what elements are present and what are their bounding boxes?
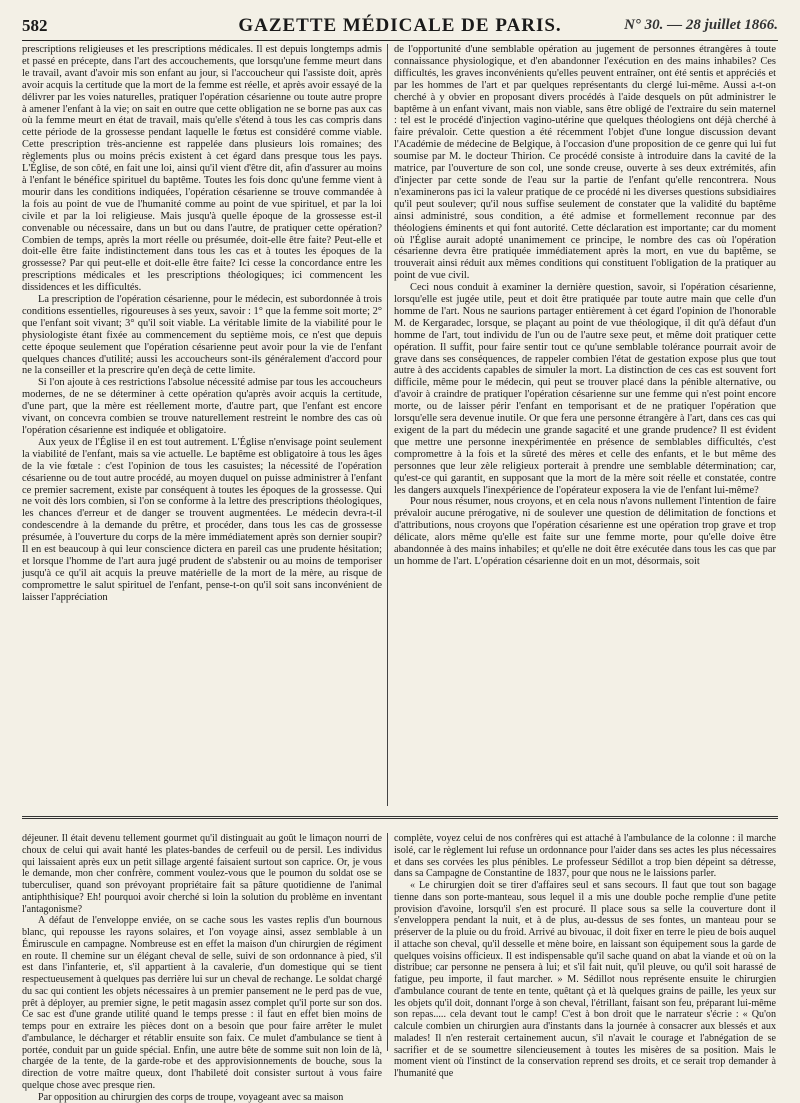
issue-date: N° 30. — 28 juillet 1866. — [624, 17, 778, 34]
paragraph: prescriptions religieuses et les prescriptions médicales. Il est depuis longtemps admis et passé en précepte, dans l'art des accouchements, que lorsqu'une femme meurt dans le travail, avant d'avoir mis son enfant au jour, si l'accoucheur qui l'assiste doit, après avoir acquis la certitude que la mort de la femme est réelle, et après avoir essayé de la délivrer par les voies naturelles, pratiquer l'opération césarienne ou toute autre propre à amener l'enfant à la vie; on sait en outre que cette obligation ne se borne pas aux cas où la femme meurt en état de travail, mais qu'elle s'étend à tous les cas compris dans cette période de la grossesse pendant laquelle le fœtus est considéré comme viable. Cette prescription très-ancienne est rappelée dans plusieurs lois romaines; des règlements plus ou moins précis existent à cet égard dans presque tous les pays. L'Église, de son côté, en fait une loi, ainsi qu'il vient d'être dit, afin d'assurer au moins à l'enfant le bénéfice spirituel du baptême. Toutes les fois donc qu'une femme vient à mourir dans les conditions indiquées, l'opération césarienne se trouve commandée à la fois au point de vue de l'humanité comme au point de vue spirituel, et par la loi civile et par la loi religieuse. Mais jusqu'à quelle époque de la grossesse est-il convenable ou nécessaire, dans un but ou dans l'autre, de pratiquer cette opération? Combien de temps, après la mort réelle ou présumée, doit-elle être faite? Peut-elle et doit-elle être faite indistinctement dans tous les cas et à toutes les époques de la grossesse? Par qui peut-elle et doit-elle être faite? Ici cesse la concordance entre les prescriptions médicales et les prescriptions théologiques; ici commencent les dissidences et les difficultés. — [22, 44, 382, 294]
paragraph: de l'opportunité d'une semblable opération au jugement de personnes étrangères à toute connaissance physiologique, et d'en abandonner l'exécution en des mains inhabiles? Ces difficultés, les graves inconvénients qu'elles peuvent entraîner, ont été sentis et appréciés et par les hommes de l'art et par quelques représentants du clergé lui-même. Aussi a-t-on cherché à y obvier en proposant divers procédés à l'aide desquels on pût administrer le baptême à un enfant vivant, mais non viable, sans être obligé de l'extraire du sein maternel : tel est le procédé d'injection vagino-utérine que quelques théologiens ont déjà cherché à faire prévaloir. Cette question a été récemment l'objet d'une longue discussion devant l'Académie de médecine de Belgique, à l'occasion d'une proposition de ce genre qui lui fut soumise par M. le docteur Thirion. Ce procédé consiste à introduire dans la cavité de la matrice, par l'ouverture de son col, une sonde creuse, ouverte à ses deux extrémités, afin d'injecter par cette sonde de l'eau sur la partie de l'enfant qu'elle rencontrera. Nous n'examinerons pas ici la valeur pratique de ce procédé ni les diverses questions subsidiaires qu'il peut soulever; qu'il nous suffise seulement de constater que la validité du baptême ainsi administré, sous condition, a été admise et formellement reconnue par des théologiens éminents et qui font autorité. Cette déclaration est importante; car du moment où l'Église aurait adopté unanimement ce principe, le nombre des cas où l'opération césarienne devra être pratiquée immédiatement après la mort, en vue du baptême, se trouverait ainsi réduit aux mêmes conditions qui constituent l'obligation de la pratiquer au point de vue civil. — [394, 44, 776, 282]
header-rule — [22, 40, 778, 41]
paragraph: Si l'on ajoute à ces restrictions l'absolue nécessité admise par tous les accoucheurs modernes, de ne se déterminer à cette opération qu'après avoir acquis la certitude, d'une part, que la mère est réellement morte, d'autre part, que l'enfant est encore vivant, on concevra combien se trouve naturellement restreint le nombre des cas où l'opération césarienne est indiquée et obligatoire. — [22, 377, 382, 437]
paragraph: La prescription de l'opération césarienne, pour le médecin, est subordonnée à trois conditions essentielles, rigoureuses à ses yeux, savoir : 1° que la femme soit morte; 2° que l'enfant soit vivant; 3° qu'il soit viable. La véritable limite de la viabilité pour le physiologiste étant fixée au commencement du septième mois, ce n'est que depuis cette époque seulement que l'opération césarienne peut avoir pour la vie de l'enfant quelques chances d'utilité; aussi les accoucheurs sont-ils généralement d'accord pour ne la conseiller et la prescrire qu'en deçà de cette limite. — [22, 294, 382, 377]
paragraph: Par opposition au chirurgien des corps de troupe, voyageant avec sa maison — [22, 1092, 382, 1103]
feuilleton-right-column — [394, 833, 776, 1051]
paragraph: complète, voyez celui de nos confrères qui est attaché à l'ambulance de la colonne : il marche isolé, car le règlement lui refuse un ordonnance pour l'aider dans ses actes les plus nécessaires et dans ses corvées les plus pénibles. Le professeur Sédillot a trop bien dépeint sa détresse, dans sa Campagne de Constantine de 1837, pour que nous ne le laissions parler. — [394, 833, 776, 880]
column-divider — [387, 44, 388, 806]
paragraph: Pour nous résumer, nous croyons, et en cela nous n'avons nullement l'intention de faire prévaloir aucune prérogative, ni de soulever une question de délimitation de fonctions et d'attributions, nous croyons que l'opération césarienne est une opération trop grave et trop délicate, alors même qu'elle est faite sur une femme morte, pour qu'elle doive être abandonnée à des mains inhabiles; et qu'elle ne doit être exécutée dans tous les cas que par un homme de l'art. L'opération césarienne doit en un mot, désormais, soit — [394, 496, 776, 567]
main-right-column — [394, 44, 776, 806]
page-header — [22, 12, 778, 40]
paragraph: Aux yeux de l'Église il en est tout autrement. L'Église n'envisage point seulement la viabilité de l'enfant, mais sa vie actuelle. Le baptême est obligatoire à tous les âges de la vie fœtale : c'est l'opinion de tous les casuistes; la nécessité de l'opération césarienne ou de tout autre procédé, au moyen duquel on puisse administrer à l'enfant ce premier sacrement, existe par conséquent à toutes les époques de la grossesse. Qui ne voit dès lors combien, si l'on se conforme à la lettre des prescriptions théologiques, les chances d'erreur et de danger se trouvent augmentées. Le médecin devra-t-il condescendre à la demande du prêtre, et procéder, dans tous les cas de grossesse présumée, à l'ouverture du corps de la mère immédiatement après son dernier soupir? Il en est beaucoup à qui leur conscience dictera en pareil cas une prudente hésitation; et lorsque l'homme de l'art aura jugé prudent de s'abstenir ou au moins de temporiser jusqu'à ce qu'il ait acquis la preuve matérielle de la mort de la mère, au risque de compromettre le salut spirituel de l'enfant, pense-t-on qu'il soit sans inconvénient de laisser l'appréciation — [22, 437, 382, 604]
paragraph: Ceci nous conduit à examiner la dernière question, savoir, si l'opération césarienne, lorsqu'elle est jugée utile, peut et doit être pratiquée par toute autre main que celle d'un homme de l'art. Nous ne saurions partager entièrement à cet égard l'opinion de l'honorable M. de Kergaradec, lorsque, se plaçant au point de vue théologique, il dit qu'à défaut d'un homme de l'art, tout individu de l'un ou de l'autre sexe peut, et même doit pratiquer cette opération. Il suffit, pour faire sentir tout ce qu'une semblable tolérance pourrait avoir de grave dans ses conséquences, de rappeler combien l'état de gestation expose plus que tout autre à des accidents capables de simuler la mort. La distinction de ces cas est souvent fort difficile, même pour le médecin, qui peut se trouver placé dans la pénible alternative, ou d'avoir à craindre de pratiquer l'opération césarienne sur une femme qui n'est point encore morte, ou de laisser périr l'enfant en temporisant et de ne pratiquer l'opération que lorsqu'elle sera devenue inutile. Or que fera une personne étrangère à l'art, dans ces cas qui exigent de la part du médecin une grande sagacité et une grande prudence? Il est évident que mettre une personne inexpérimentée en présence de semblables difficultés, c'est compromettre à la fois et la sûreté des mères et celle des enfants, et le but même des personnes que leur zèle religieux porterait à prendre une semblable détermination; car, qu'est-ce qui garantit, en supposant que la mort de la mère soit réelle et constatée, contre les dangers auxquels l'inexpérience de l'opérateur exposera la vie de l'enfant lui-même? — [394, 282, 776, 496]
feuilleton-left-column — [22, 833, 382, 1051]
column-divider — [387, 833, 388, 1051]
page-number: 582 — [22, 16, 48, 36]
paragraph: déjeuner. Il était devenu tellement gourmet qu'il distinguait au goût le limaçon nourri de choux de celui qui avait hanté les plates-bandes de cerfeuil ou de persil. Les individus qui laissaient après eux un petit sillage argenté faisaient surtout son caprice. Or, je vous le demande, mon cher confrère, comment voulez-vous que le poumon du soldat ose se tuberculiser, quand son prévoyant propriétaire fait sa pâture quotidienne de l'animal antiphthisique? Eh! pourquoi avoir cherché si loin la solution du problème en inventant l'antagonisme? — [22, 833, 382, 915]
journal-title: GAZETTE MÉDICALE DE PARIS. — [22, 15, 778, 37]
main-left-column — [22, 44, 382, 806]
feuilleton-separator — [22, 816, 778, 819]
paragraph: « Le chirurgien doit se tirer d'affaires seul et sans secours. Il faut que tout son bagage tienne dans son porte-manteau, sous lequel il a mis une double poche remplie d'une petite provision d'avoine, lorsqu'il s'en est procuré. Il place sous sa selle la couverture dont il s'enveloppera pendant la nuit, et à de plus, au-dessus de ses fontes, un manteau pour se préserver de la pluie ou du froid. Arrivé au bivouac, il doit fixer en terre le pieu de bois auquel il attache son cheval, qu'il desselle et mène boire, en laissant son équipement sous la garde de quelques voisins officieux. Il est indispensable qu'il sache quand on abat la viande et où on la distribue; car personne ne pensera à lui; et s'il fait nuit, qu'il pleuve, ou qu'il soit harassé de fatigue, peu importe, il faut marcher. » M. Sédillot nous représente ensuite le chirurgien d'ambulance courant de tente en tente, quêtant çà et là quelques grains de paille, les yeux sur les objets qu'il doit, donnant l'orge à son cheval, l'étrillant, faisant son feu, préparant lui-même son repas..... cela devant tout le camp! C'est à bon droit que le narrateur s'écrie : « Qu'on calcule combien un chirurgien aura d'instants dans la journée à consacrer aux blessés et aux malades! Il n'en resterait certainement aucun, s'il n'avait le courage et l'abnégation de se sacrifier et de se soumettre silencieusement à toutes les misères de sa position. Mais le moment vient où l'instinct de la conservation reprend ses droits, et ce serait trop demander à l'humanité que — [394, 880, 776, 1080]
paragraph: A défaut de l'enveloppe enviée, on se cache sous les vastes replis d'un bournous blanc, qui repousse les rayons solaires, et l'on voyage ainsi, assez semblable à un Émiruscule en campagne. Nombreuse est en effet la maison d'un chirurgien de régiment en route. Il chemine sur un élégant cheval de selle, suivi de son ordonnance à pied, s'il est dans l'infanterie, et, s'il appartient à la cavalerie, d'un domestique qui se tient respectueusement à quelques pas derrière lui sur un cheval de rechange. Le soldat chargé du sac qui contient les objets nécessaires à un premier pansement ne le perd pas de vue, prêt à déployer, au premier signe, le petit magasin assez complet qu'il porte sur son dos. Ce sac est d'une grande utilité quand le temps presse : il faut en effet bien moins de temps pour en extraire les pièces dont on a besoin que pour faire arrêter le mulet d'ambulance, le décharger et rétablir ensuite son faix. Ce mulet d'ambulance se tient à portée, conduit par un guide spécial. Enfin, une autre bête de somme suit non loin de là, chargée de la tente, de la garde-robe et des approvisionnements de bouche, sous la direction de votre maître queux, dont l'habileté doit consister surtout à vous faire quelque chose avec presque rien. — [22, 915, 382, 1091]
